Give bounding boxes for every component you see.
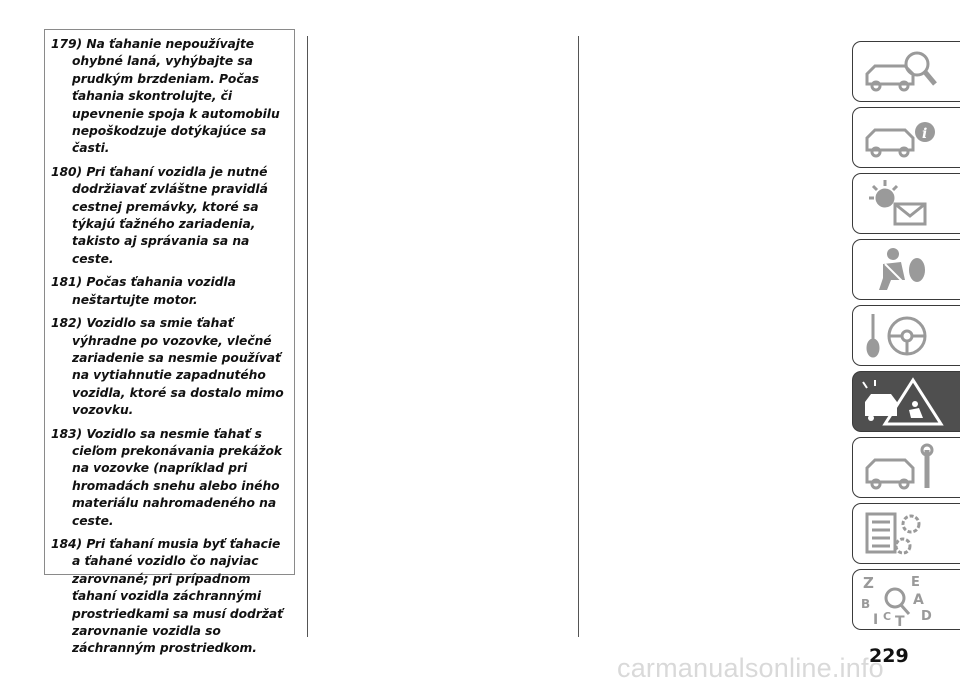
- tab-safety[interactable]: [852, 239, 960, 300]
- index-letter-e: E: [911, 575, 920, 590]
- seatbelt-airbag-icon: [861, 244, 953, 296]
- tab-index[interactable]: [852, 569, 960, 630]
- key-steering-wheel-icon: [861, 310, 953, 362]
- warning-184: 184) Pri ťahaní musia byť ťahacie a ťahané vozidlo čo najviac zarovnané; pri prípadnom ťahaní vozidla záchrannými prostriedkami sa musí dodržať zarovnanie vozidla so záchranným prostriedkom.: [51, 536, 284, 656]
- warning-181: 181) Počas ťahania vozidla neštartujte motor.: [51, 275, 236, 307]
- car-info-icon: [861, 112, 953, 164]
- index-letter-c: C: [883, 610, 892, 623]
- page-number: 229: [869, 645, 909, 667]
- alphabetical-index-icon: [861, 574, 953, 626]
- tab-warning-lights[interactable]: [852, 173, 960, 234]
- tab-dashboard-controls[interactable]: [852, 41, 960, 102]
- index-letter-t: T: [895, 614, 905, 626]
- warning-180: 180) Pri ťahaní vozidla je nutné dodržiavať zvláštne pravidlá cestnej premávky, ktoré sa týkajú ťažného zariadenia, takisto aj správania sa na ceste.: [51, 164, 268, 266]
- tab-starting-driving[interactable]: [852, 305, 960, 366]
- warning-179: 179) Na ťahanie nepoužívajte ohybné laná, vyhýbajte sa prudkým brzdeniam. Počas ťahania skontrolujte, či upevnenie spoja k automobilu nepoškodzuje dotýkajúce sa časti.: [51, 37, 280, 156]
- svg-text:i: i: [922, 126, 928, 142]
- warning-182: 182) Vozidlo sa smie ťahať výhradne po vozovke, vlečné zariadenie sa nesmie používať na vytiahnutie zapadnutého vozidla, ktoré sa dostalo mimo vozovku.: [51, 316, 284, 418]
- tab-emergency[interactable]: [852, 371, 960, 432]
- car-wrench-icon: [861, 442, 953, 494]
- index-letter-a: A: [913, 592, 924, 608]
- index-letter-d: D: [921, 609, 932, 624]
- car-warning-triangle-icon: [861, 376, 953, 428]
- tab-technical-specs[interactable]: [852, 503, 960, 564]
- tab-getting-to-know[interactable]: [852, 107, 960, 168]
- column-divider-1: [307, 36, 308, 637]
- index-letter-b: B: [861, 597, 871, 611]
- watermark: carmanualsonline.info: [617, 653, 884, 683]
- tab-maintenance[interactable]: [852, 437, 960, 498]
- car-search-icon: [861, 46, 953, 98]
- index-letter-z: Z: [863, 574, 874, 592]
- warning-183: 183) Vozidlo sa nesmie ťahať s cieľom prekonávania prekážok na vozovke (napríklad pri hromadách snehu alebo iného materiálu nahromadeného na ceste.: [51, 426, 282, 528]
- index-letter-i: I: [873, 612, 879, 626]
- light-envelope-icon: [861, 178, 953, 230]
- column-divider-2: [578, 36, 579, 637]
- specs-gears-icon: [861, 508, 953, 560]
- warnings-box: [44, 29, 295, 656]
